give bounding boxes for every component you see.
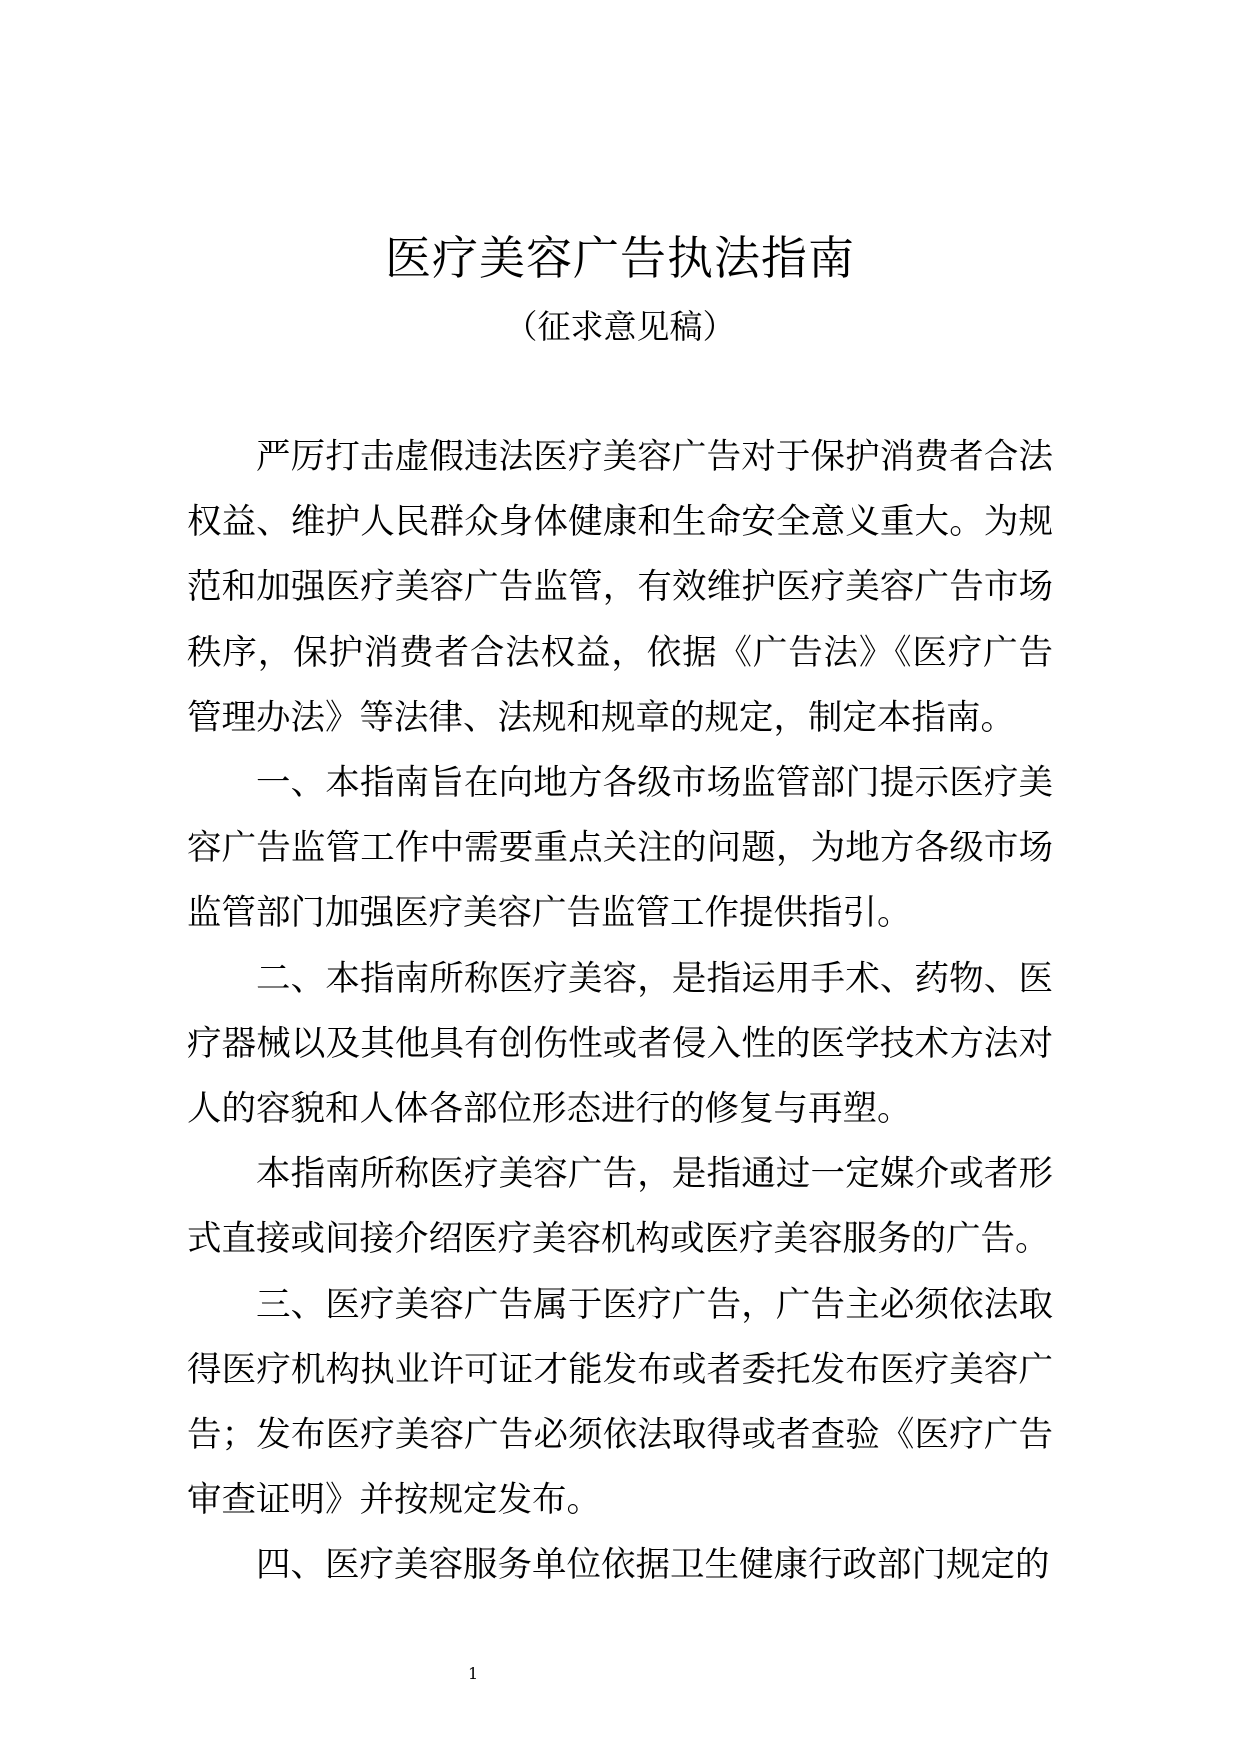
paragraph-intro: 严厉打击虚假违法医疗美容广告对于保护消费者合法权益、维护人民群众身体健康和生命安全意义重大。为规范和加强医疗美容广告监管，有效维护医疗美容广告市场秩序，保护消费者合法权益，依据《广告法》《医疗广告管理办法》等法律、法规和规章的规定，制定本指南。 — [187, 437, 1053, 738]
document-title: 医疗美容广告执法指南 — [385, 231, 855, 285]
paragraph-article-2-definition: 本指南所称医疗美容广告，是指通过一定媒介或者形式直接或间接介绍医疗美容机构或医疗美容服务的广告。 — [187, 1154, 1053, 1260]
paragraph-article-1: 一、本指南旨在向地方各级市场监管部门提示医疗美容广告监管工作中需要重点关注的问题，为地方各级市场监管部门加强医疗美容广告监管工作提供指引。 — [187, 763, 1053, 934]
paragraph-article-4: 四、医疗美容服务单位依据卫生健康行政部门规定的 — [256, 1545, 1050, 1586]
page-number: 1 — [468, 1664, 479, 1683]
paragraph-article-3: 三、医疗美容广告属于医疗广告，广告主必须依法取得医疗机构执业许可证才能发布或者委托发布医疗美容广告；发布医疗美容广告必须依法取得或者查验《医疗广告审查证明》并按规定发布。 — [187, 1284, 1053, 1521]
paragraph-article-2: 二、本指南所称医疗美容，是指运用手术、药物、医疗器械以及其他具有创伤性或者侵入性的医学技术方法对人的容貌和人体各部位形态进行的修复与再塑。 — [187, 958, 1053, 1130]
document-body — [187, 425, 1053, 1599]
document-subtitle: （征求意见稿） — [504, 307, 736, 346]
